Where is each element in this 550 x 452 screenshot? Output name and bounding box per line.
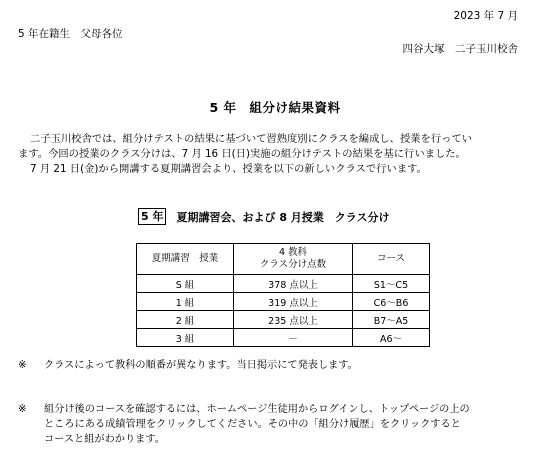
table-row	[137, 293, 430, 311]
section-heading	[138, 208, 389, 225]
intro-line-1: 二子玉川校舎では、組分けテストの結果に基づいて習熟度別にクラスを編成し、授業を行ってい	[30, 133, 473, 145]
intro-paragraph	[18, 132, 528, 177]
grade-box: 5 年	[138, 208, 166, 225]
cell-group: 3 組	[137, 329, 234, 347]
document-date: 2023 年 7 月	[453, 10, 518, 22]
table-row	[137, 275, 430, 293]
cell-course: A6～	[353, 329, 430, 347]
cell-course: B7～A5	[353, 311, 430, 329]
cell-course: C6～B6	[353, 293, 430, 311]
note-text-block	[44, 402, 533, 447]
class-table	[136, 243, 430, 347]
cell-score: 319 点以上	[234, 293, 353, 311]
cell-score: 235 点以上	[234, 311, 353, 329]
header-course: コース	[353, 244, 430, 275]
table-row	[137, 311, 430, 329]
note-mark: ※	[18, 404, 27, 415]
recipient-line: 5 年在籍生 父母各位	[18, 28, 123, 40]
cell-course: S1～C5	[353, 275, 430, 293]
intro-line-3: 7 月 21 日(金)から開講する夏期講習会より、授業を以下の新しいクラスで行います。	[30, 163, 427, 175]
cell-group: S 組	[137, 275, 234, 293]
header-score-line-2: クラス分け点数	[259, 259, 327, 270]
document-title: 5 年 組分け結果資料	[209, 100, 341, 115]
note-line-2: ところにある成績管理をクリックしてください。その中の「組分け履歴」をクリックすると	[44, 419, 461, 430]
cell-score: －	[234, 329, 353, 347]
section-heading-text: 夏期講習会、および 8 月授業 クラス分け	[176, 210, 390, 224]
cell-group: 1 組	[137, 293, 234, 311]
table-row	[137, 329, 430, 347]
header-class: 夏期講習 授業	[137, 244, 234, 275]
header-score	[234, 244, 353, 275]
note-mark: ※	[18, 360, 27, 371]
sender-line: 四谷大塚 二子玉川校舎	[402, 43, 518, 55]
note-text: クラスによって教科の順番が異なります。当日掲示にて発表します。	[44, 360, 358, 371]
table-header-row	[137, 244, 430, 275]
note-line-3: コースと組がわかります。	[44, 434, 165, 445]
intro-line-2: ます。今回の授業のクラス分けは、7 月 16 日(日)実施の組分けテストの結果を基に行いました。	[18, 148, 466, 160]
note-course-check	[18, 402, 533, 447]
cell-score: 378 点以上	[234, 275, 353, 293]
header-score-line-1: 4 教科	[278, 247, 308, 258]
note-line-1: 組分け後のコースを確認するには、ホームページ生徒用からログインし、トップページの上の	[44, 404, 470, 415]
note-class-order	[18, 358, 533, 373]
cell-group: 2 組	[137, 311, 234, 329]
